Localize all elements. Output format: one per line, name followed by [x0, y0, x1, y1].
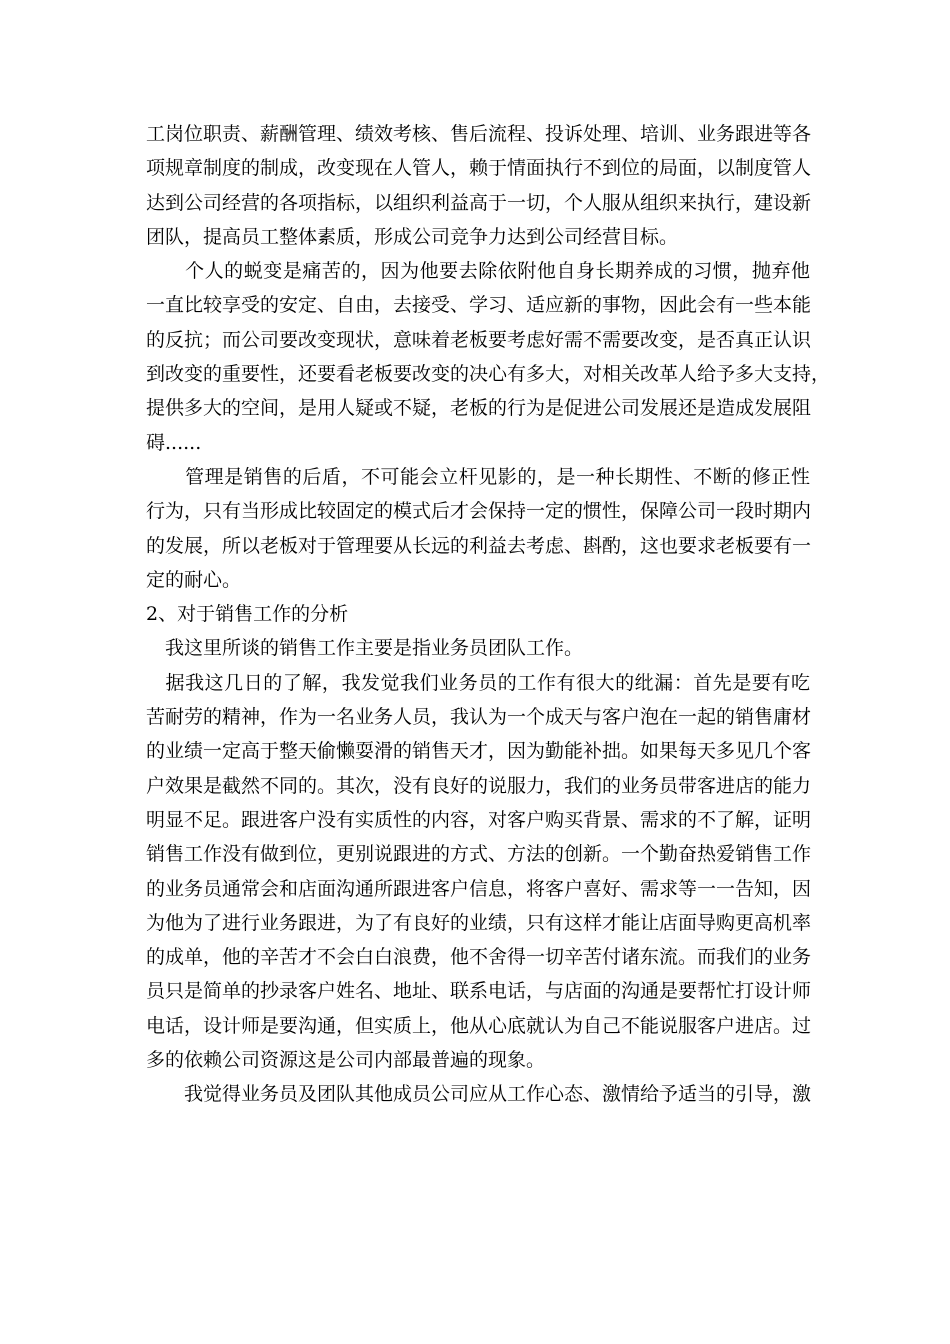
paragraph-p3 [146, 460, 810, 597]
text-line: 的反抗；而公司要改变现状，意味着老板要考虑好需不需要改变，是否真正认识 [146, 328, 812, 351]
text-line: 个人的蜕变是痛苦的，因为他要去除依附他自身长期养成的习惯，抛弃他 [146, 260, 810, 283]
paragraph-p6 [146, 1077, 810, 1111]
text-line: 工岗位职责、薪酬管理、绩效考核、售后流程、投诉处理、培训、业务跟进等各 [146, 123, 812, 145]
text-line: 提供多大的空间，是用人疑或不疑，老板的行为是促进公司发展还是造成发展阻 [146, 397, 812, 420]
paragraph-p2 [146, 254, 831, 460]
text-line: 定的耐心。 [146, 568, 242, 591]
text-line: 到改变的重要性，还要看老板要改变的决心有多大，对相关改革人给予多大支持， [146, 363, 831, 386]
text-line: 销售工作没有做到位，更别说跟进的方式、方法的创新。一个勤奋热爱销售工作 [146, 843, 812, 866]
text-line: 户效果是截然不同的。其次，没有良好的说服力，我们的业务员带客进店的能力 [146, 774, 812, 797]
text-line: 团队，提高员工整体素质，形成公司竞争力达到公司经营目标。 [146, 225, 679, 248]
text-line: 我这里所谈的销售工作主要是指业务员团队工作。 [146, 637, 584, 660]
paragraph-p1 [146, 117, 810, 254]
section-heading-text: 2、对于销售工作的分析 [146, 603, 349, 626]
text-line: 一直比较享受的安定、自由，去接受、学习、适应新的事物，因此会有一些本能 [146, 294, 812, 317]
text-line: 的业绩一定高于整天偷懒耍滑的销售天才，因为勤能补拙。如果每天多见几个客 [146, 740, 812, 763]
paragraph-p5 [146, 666, 810, 1078]
text-line: 的成单，他的辛苦才不会白白浪费，他不舍得一切辛苦付诸东流。而我们的业务 [146, 946, 812, 969]
text-line: 据我这几日的了解，我发觉我们业务员的工作有很大的纰漏：首先是要有吃 [146, 671, 810, 694]
text-line: 明显不足。跟进客户没有实质性的内容，对客户购买背景、需求的不了解，证明 [146, 808, 812, 831]
document-body [146, 117, 831, 1112]
text-line: 为他为了进行业务跟进，为了有良好的业绩，只有这样才能让店面导购更高机率 [146, 911, 812, 934]
text-line: 员只是简单的抄录客户姓名、地址、联系电话，与店面的沟通是要帮忙打设计师 [146, 980, 812, 1003]
text-line: 多的依赖公司资源这是公司内部最普遍的现象。 [146, 1049, 546, 1072]
text-line: 项规章制度的制成，改变现在人管人，赖于情面执行不到位的局面，以制度管人 [146, 157, 812, 180]
section-heading [146, 597, 810, 631]
text-line: 管理是销售的后盾，不可能会立杆见影的，是一种长期性、不断的修正性 [146, 465, 810, 488]
text-line: 的发展，所以老板对于管理要从长远的利益去考虑、斟酌，这也要求老板要有一 [146, 534, 812, 557]
text-line: 的业务员通常会和店面沟通所跟进客户信息，将客户喜好、需求等一一告知，因 [146, 877, 812, 900]
text-line: 苦耐劳的精神，作为一名业务人员，我认为一个成天与客户泡在一起的销售庸材 [146, 706, 812, 729]
text-line: 我觉得业务员及团队其他成员公司应从工作心态、激情给予适当的引导，激 [146, 1083, 812, 1106]
text-line: 达到公司经营的各项指标，以组织利益高于一切，个人服从组织来执行，建设新 [146, 191, 812, 214]
text-line: 行为，只有当形成比较固定的模式后才会保持一定的惯性，保障公司一段时期内 [146, 500, 812, 523]
text-line: 电话，设计师是要沟通，但实质上，他从心底就认为自己不能说服客户进店。过 [146, 1014, 812, 1037]
text-line: 碍...... [146, 431, 202, 454]
paragraph-p4 [146, 631, 810, 665]
